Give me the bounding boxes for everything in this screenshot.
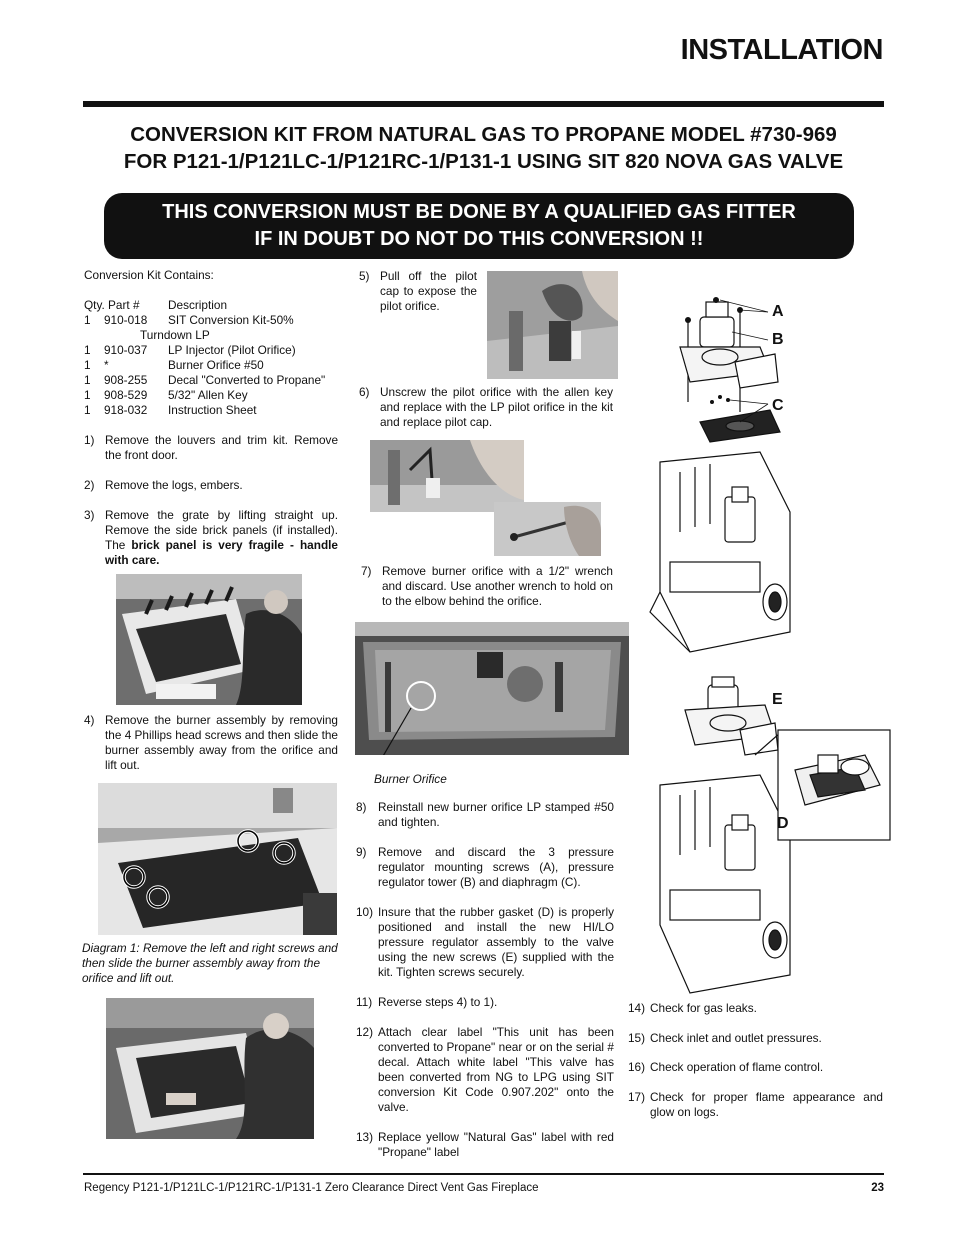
burner-orifice-photo bbox=[355, 622, 629, 755]
kit-header-row bbox=[84, 298, 340, 313]
step-17: 17) Check for proper flame appearance and glow on logs. bbox=[628, 1090, 883, 1119]
step-5: 5) Pull off the pilot cap to expose the pilot orifice. bbox=[359, 269, 477, 313]
kit-item: 1 910-037 LP Injector (Pilot Orifice) bbox=[84, 343, 296, 357]
kit-contents bbox=[84, 268, 340, 418]
step-4: 4) Remove the burner assembly by removing the 4 Phillips head screws and then slide the burner assembly away from the orifice and lift out. bbox=[84, 713, 338, 772]
warning-banner bbox=[104, 193, 854, 259]
grate-photo bbox=[116, 574, 302, 705]
step-6: 6) Unscrew the pilot orifice with the allen key and replace with the LP pilot orifice in the kit and replace pilot cap. bbox=[359, 385, 613, 429]
valve-label-e: E bbox=[772, 691, 783, 708]
step-11: 11) Reverse steps 4) to 1). bbox=[356, 995, 498, 1009]
burner-screws-photo bbox=[98, 783, 337, 935]
step-1: 1) Remove the louvers and trim kit. Remove the front door. bbox=[84, 433, 338, 462]
valve-label-a: A bbox=[772, 303, 784, 320]
conversion-title bbox=[83, 121, 884, 175]
pilot-cap-photo bbox=[487, 271, 618, 379]
kit-item: 1 * Burner Orifice #50 bbox=[84, 358, 264, 372]
fragile-warning: brick panel is very fragile - handle with care. bbox=[105, 538, 338, 567]
kit-item: 1 910-018 SIT Conversion Kit-50% bbox=[84, 313, 294, 327]
kit-col-part: Part # bbox=[108, 298, 140, 312]
kit-heading: Conversion Kit Contains: bbox=[84, 268, 214, 282]
kit-col-qty: Qty. bbox=[84, 298, 105, 312]
valve-label-c: C bbox=[772, 397, 784, 414]
burner-removal-photo bbox=[106, 998, 314, 1139]
kit-item-continued: Turndown LP bbox=[140, 328, 210, 342]
step-8: 8) Reinstall new burner orifice LP stamped #50 and tighten. bbox=[356, 800, 614, 829]
step-9: 9) Remove and discard the 3 pressure regulator mounting screws (A), pressure regulator tower (B) and diaphragm (C). bbox=[356, 845, 614, 889]
valve-assembled-diagram bbox=[640, 675, 892, 1000]
step-14: 14) Check for gas leaks. bbox=[628, 1001, 757, 1015]
diagram1-caption: Diagram 1: Remove the left and right screws and then slide the burner assembly away from the orifice and lift out. bbox=[82, 941, 338, 985]
footer-text: Regency P121-1/P121LC-1/P121RC-1/P131-1 Zero Clearance Direct Vent Gas Fireplace bbox=[84, 1182, 539, 1194]
page-title: INSTALLATION bbox=[680, 34, 883, 66]
bottom-divider bbox=[83, 1173, 884, 1175]
valve-label-d: D bbox=[777, 815, 789, 832]
pilot-orifice-photo bbox=[494, 502, 601, 556]
valve-exploded-diagram bbox=[640, 292, 800, 672]
kit-item: 1 918-032 Instruction Sheet bbox=[84, 403, 257, 417]
page-number: 23 bbox=[871, 1182, 884, 1194]
step-16: 16) Check operation of flame control. bbox=[628, 1060, 824, 1074]
top-divider bbox=[83, 101, 884, 107]
kit-item: 1 908-255 Decal "Converted to Propane" bbox=[84, 373, 326, 387]
step-10: 10) Insure that the rubber gasket (D) is properly positioned and install the new HI/LO pressure regulator assembly to the valve using the new screws (E) supplied with the kit. Tighten screws securely. bbox=[356, 905, 614, 979]
step-3: 3) Remove the grate by lifting straight up. Remove the side brick panels (if installed). The brick panel is very fragile - handle with care. bbox=[84, 508, 338, 567]
warning-line1: THIS CONVERSION MUST BE DONE BY A QUALIFIED GAS FITTER bbox=[162, 201, 796, 223]
conversion-title-line2: FOR P121-1/P121LC-1/P121RC-1/P131-1 USING SIT 820 NOVA GAS VALVE bbox=[123, 150, 844, 173]
kit-col-desc: Description bbox=[168, 298, 228, 312]
valve-label-b: B bbox=[772, 331, 784, 348]
burner-orifice-caption: Burner Orifice bbox=[374, 772, 447, 786]
step-12: 12) Attach clear label "This unit has been converted to Propane" near or on the serial # decal. Attach white label "This valve has been converted from NG to LPG using SIT conversion Kit Code 0.907.202" onto the valve. bbox=[356, 1025, 614, 1114]
step-7: 7) Remove burner orifice with a 1/2" wrench and discard. Use another wrench to hold on to the elbow behind the orifice. bbox=[361, 564, 613, 608]
step-15: 15) Check inlet and outlet pressures. bbox=[628, 1031, 822, 1045]
step-13: 13) Replace yellow "Natural Gas" label with red "Propane" label bbox=[356, 1130, 614, 1159]
kit-item: 1 908-529 5/32" Allen Key bbox=[84, 388, 248, 402]
warning-line2: IF IN DOUBT DO NOT DO THIS CONVERSION !! bbox=[254, 228, 704, 250]
step-2: 2) Remove the logs, embers. bbox=[84, 478, 243, 492]
conversion-title-line1: CONVERSION KIT FROM NATURAL GAS TO PROPANE MODEL #730-969 bbox=[130, 123, 837, 146]
